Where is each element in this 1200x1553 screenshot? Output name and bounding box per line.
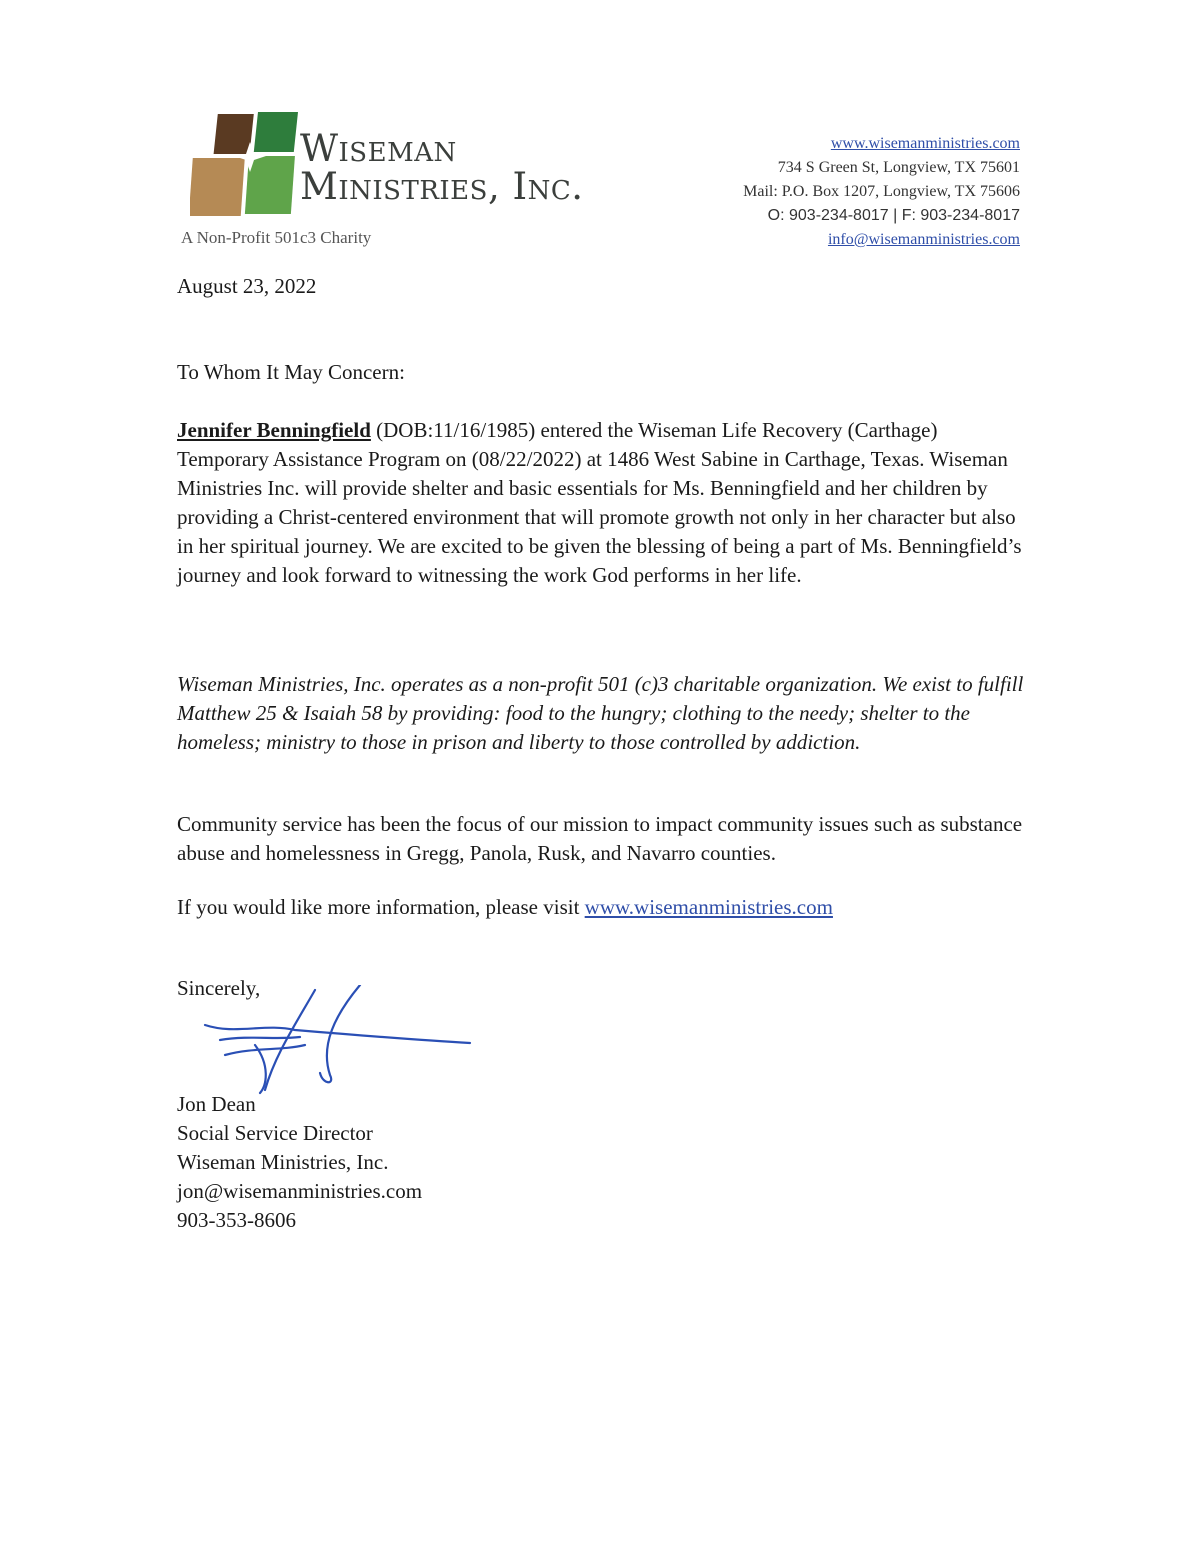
logo-line2: Ministries, Inc. bbox=[300, 165, 584, 208]
phone-numbers: O: 903-234-8017 | F: 903-234-8017 bbox=[767, 207, 1020, 224]
street-address: 734 S Green St, Longview, TX 75601 bbox=[777, 159, 1020, 176]
salutation: To Whom It May Concern: bbox=[177, 360, 405, 384]
signature-icon bbox=[195, 985, 480, 1095]
contact-block bbox=[743, 132, 1020, 252]
signer-title: Social Service Director bbox=[177, 1121, 373, 1145]
website-link[interactable]: www.wisemanministries.com bbox=[830, 135, 1020, 152]
website-link-body[interactable]: www.wisemanministries.com bbox=[584, 895, 833, 919]
letter-date: August 23, 2022 bbox=[177, 274, 317, 298]
signer-phone: 903-353-8606 bbox=[177, 1208, 296, 1232]
paragraph-2: Wiseman Ministries, Inc. operates as a non-profit 501 (c)3 charitable organization. We exist to fulfill Matthew 25 & Isaiah 58 by providing: food to the hungry; clothing to the needy; shelter to the homeless; ministry to those in prison and liberty to those controlled by addiction. bbox=[177, 672, 1024, 754]
paragraph-1 bbox=[177, 416, 1027, 590]
client-name: Jennifer Benningfield bbox=[177, 418, 371, 442]
paragraph-3: Community service has been the focus of our mission to impact community issues such as substance abuse and homelessness in Gregg, Panola, Rusk, and Navarro counties. bbox=[177, 812, 1023, 865]
signer-name: Jon Dean bbox=[177, 1092, 256, 1116]
signer-email: jon@wisemanministries.com bbox=[177, 1179, 423, 1203]
signature-block bbox=[177, 1090, 422, 1235]
email-link[interactable]: info@wisemanministries.com bbox=[827, 231, 1020, 248]
logo-line1: Wiseman bbox=[300, 127, 457, 170]
paragraph-1-text: (DOB:11/16/1985) entered the Wiseman Life Recovery (Carthage) Temporary Assistance Program on (08/22/2022) at 1486 West Sabine in Carthage, Texas. Wiseman Ministries Inc. will provide shelter and basic essentials for Ms. Benningfield and her children by providing a Christ-centered environment that will promote growth not only in her character but also in her spiritual journey. We are excited to be given the blessing of being a part of Ms. Benningfield’s journey and look forward to witnessing the work God performs in her life. bbox=[177, 418, 1022, 587]
signer-org: Wiseman Ministries, Inc. bbox=[177, 1150, 389, 1174]
paragraph-4-text: If you would like more information, please visit bbox=[177, 895, 585, 919]
wiseman-logo-icon bbox=[190, 112, 302, 220]
logo-wordmark bbox=[300, 127, 584, 208]
paragraph-4 bbox=[177, 893, 1027, 922]
mail-address: Mail: P.O. Box 1207, Longview, TX 75606 bbox=[743, 183, 1020, 200]
tagline: A Non-Profit 501c3 Charity bbox=[181, 228, 372, 247]
closing: Sincerely, bbox=[177, 976, 261, 1000]
